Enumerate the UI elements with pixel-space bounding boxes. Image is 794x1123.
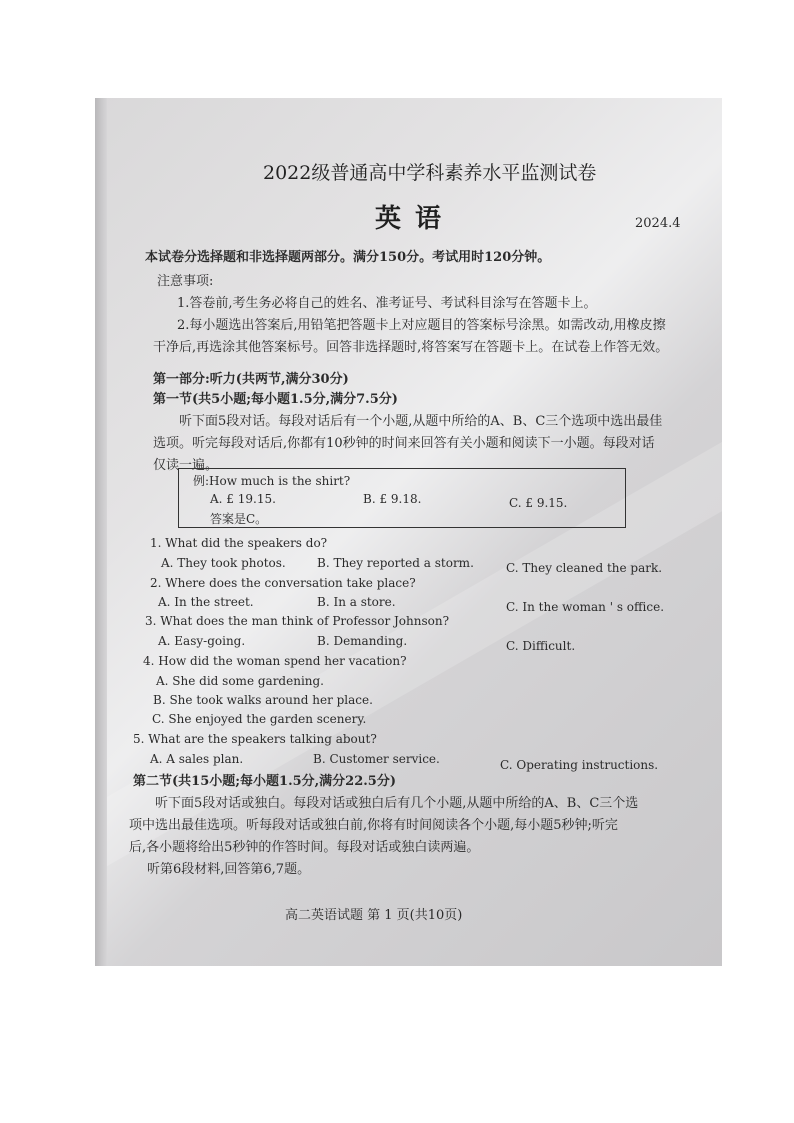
- question-2-option-a: A. In the street.: [158, 595, 254, 609]
- part1-heading: 第一部分:听力(共两节,满分30分): [153, 372, 349, 387]
- example-question: 例:How much is the shirt?: [193, 474, 351, 488]
- question-5: 5. What are the speakers talking about?: [133, 732, 377, 746]
- example-answer: 答案是C。: [210, 512, 268, 526]
- section2-line-1: 听下面5段对话或独白。每段对话或独白后有几个小题,从题中所给的A、B、C三个选: [155, 796, 639, 811]
- question-1-option-a: A. They took photos.: [161, 556, 286, 570]
- example-option-b: B. £ 9.18.: [363, 492, 422, 506]
- question-5-option-b: B. Customer service.: [313, 752, 440, 766]
- section2-line-3: 后,各小题将给出5秒钟的作答时间。每段对话或独白读两遍。: [129, 840, 480, 855]
- section2-heading: 第二节(共15小题;每小题1.5分,满分22.5分): [133, 774, 396, 789]
- notes-item-2-line-2: 干净后,再选涂其他答案标号。回答非选择题时,将答案写在答题卡上。在试卷上作答无效。: [153, 340, 669, 355]
- page-edge-shadow: [95, 98, 107, 966]
- question-3-option-a: A. Easy-going.: [158, 634, 246, 648]
- section1-instructions-line-2: 选项。听完每段对话后,你都有10秒钟的时间来回答有关小题和阅读下一小题。每段对话: [153, 436, 655, 451]
- exam-title: 2022级普通高中学科素养水平监测试卷: [263, 162, 597, 184]
- section1-instructions-line-3: 仅读一遍。: [153, 458, 219, 473]
- question-4-option-c: C. She enjoyed the garden scenery.: [152, 712, 367, 726]
- question-3: 3. What does the man think of Professor Johnson?: [145, 614, 450, 628]
- question-5-option-c: C. Operating instructions.: [500, 758, 659, 772]
- exam-page-photo: [95, 98, 722, 966]
- question-4-option-b: B. She took walks around her place.: [153, 693, 373, 707]
- question-5-option-a: A. A sales plan.: [150, 752, 244, 766]
- example-option-c: C. £ 9.15.: [509, 496, 568, 510]
- section1-instructions-line-1: 听下面5段对话。每段对话后有一个小题,从题中所给的A、B、C三个选项中选出最佳: [179, 414, 663, 429]
- question-2-option-c: C. In the woman ' s office.: [506, 600, 665, 614]
- section2-line-2: 项中选出最佳选项。听每段对话或独白前,你将有时间阅读各个小题,每小题5秒钟;听完: [129, 818, 618, 833]
- question-1: 1. What did the speakers do?: [150, 536, 328, 550]
- notes-heading: 注意事项:: [157, 274, 214, 289]
- section1-heading: 第一节(共5小题;每小题1.5分,满分7.5分): [153, 392, 398, 407]
- notes-item-2-line-1: 2.每小题选出答案后,用铅笔把答题卡上对应题目的答案标号涂黑。如需改动,用橡皮擦: [177, 318, 666, 333]
- subject-title: 英语: [375, 204, 456, 234]
- question-1-option-c: C. They cleaned the park.: [506, 561, 663, 575]
- exam-info: 本试卷分选择题和非选择题两部分。满分150分。考试用时120分钟。: [145, 250, 551, 265]
- question-2-option-b: B. In a store.: [317, 595, 396, 609]
- question-1-option-b: B. They reported a storm.: [317, 556, 474, 570]
- question-4-option-a: A. She did some gardening.: [156, 674, 324, 688]
- question-2: 2. Where does the conversation take place?: [150, 576, 416, 590]
- exam-date: 2024.4: [635, 216, 681, 231]
- example-option-a: A. £ 19.15.: [210, 492, 276, 506]
- question-3-option-b: B. Demanding.: [317, 634, 408, 648]
- question-3-option-c: C. Difficult.: [506, 639, 576, 653]
- notes-item-1: 1.答卷前,考生务必将自己的姓名、准考证号、考试科目涂写在答题卡上。: [177, 296, 597, 311]
- section2-line-4: 听第6段材料,回答第6,7题。: [147, 862, 311, 877]
- question-4: 4. How did the woman spend her vacation?: [143, 654, 407, 668]
- page-footer: 高二英语试题 第 1 页(共10页): [285, 908, 463, 923]
